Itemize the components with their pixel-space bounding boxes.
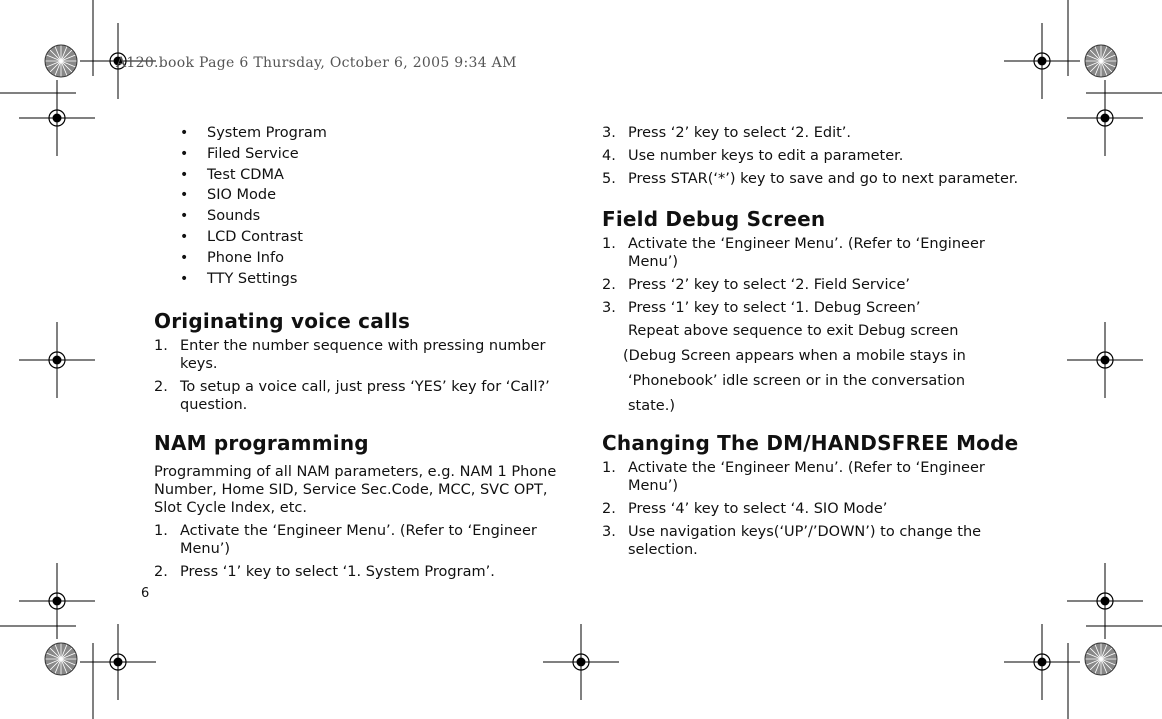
- step-text: Use navigation keys(‘UP’/’DOWN’) to change the selection.: [628, 524, 982, 558]
- step-item: [602, 124, 1022, 142]
- step-item: [602, 459, 1022, 495]
- debug-note: state.): [628, 398, 675, 414]
- step-text: Activate the ‘Engineer Menu’. (Refer to ‘Engineer Menu’): [628, 460, 985, 494]
- step-text: Press ‘2’ key to select ‘2. Field Service’: [628, 277, 910, 293]
- nam-steps: [154, 522, 564, 581]
- step-number: 3.: [602, 125, 616, 141]
- step-number: 5.: [602, 171, 616, 187]
- step-number: 2.: [154, 379, 168, 396]
- step-text: Use number keys to edit a parameter.: [628, 148, 904, 164]
- section-title-voice-calls: Originating voice calls: [154, 309, 411, 334]
- step-item: [154, 378, 564, 414]
- voice-steps: [154, 337, 564, 414]
- list-item: • SIO Mode: [180, 186, 564, 207]
- step-item: [154, 522, 564, 558]
- step-number: 1.: [602, 236, 616, 252]
- nam-steps-continued: [602, 124, 1022, 188]
- list-item: • Test CDMA: [180, 166, 564, 187]
- list-item: • System Program: [180, 124, 564, 145]
- step-item: [602, 500, 1022, 518]
- step-text: Press ‘4’ key to select ‘4. SIO Mode’: [628, 501, 888, 517]
- step-item: [154, 563, 564, 581]
- debug-note: Repeat above sequence to exit Debug screen: [628, 323, 959, 339]
- step-number: 1.: [602, 460, 616, 476]
- debug-note: ‘Phonebook’ idle screen or in the conversation: [628, 373, 966, 389]
- step-item: [602, 276, 1022, 294]
- step-text: Press ‘2’ key to select ‘2. Edit’.: [628, 125, 852, 141]
- step-text: Activate the ‘Engineer Menu’. (Refer to ‘Engineer Menu’): [628, 236, 985, 270]
- step-item: [602, 299, 1022, 317]
- step-item: [602, 523, 1022, 559]
- step-text: Press ‘1’ key to select ‘1. Debug Screen’: [628, 300, 921, 316]
- list-item: • Filed Service: [180, 145, 564, 166]
- step-text: Press STAR(‘*’) key to save and go to next parameter.: [628, 171, 1019, 187]
- section-title-dm-handsfree: Changing The DM/HANDSFREE Mode: [602, 431, 1019, 455]
- step-text: Press ‘1’ key to select ‘1. System Program’.: [180, 564, 495, 581]
- step-item: [602, 170, 1022, 188]
- right-column: [602, 124, 1022, 564]
- debug-note: (Debug Screen appears when a mobile stays in: [623, 348, 966, 364]
- list-item: • Phone Info: [180, 249, 564, 270]
- step-number: 1.: [154, 523, 168, 540]
- list-item: • LCD Contrast: [180, 228, 564, 249]
- step-text: Activate the ‘Engineer Menu’. (Refer to ‘Engineer Menu’): [180, 523, 537, 558]
- step-item: [602, 147, 1022, 165]
- mode-steps: [602, 459, 1022, 559]
- step-text: To setup a voice call, just press ‘YES’ key for ‘Call?’ question.: [180, 379, 550, 414]
- engineer-menu-list: [154, 124, 564, 290]
- list-item: • TTY Settings: [180, 270, 564, 291]
- list-item: • Sounds: [180, 207, 564, 228]
- step-text: Enter the number sequence with pressing number keys.: [180, 338, 546, 373]
- nam-intro: Programming of all NAM parameters, e.g. NAM 1 Phone Number, Home SID, Service Sec.Code, MCC, SVC OPT, Slot Cycle Index, etc.: [154, 464, 557, 517]
- print-header: A120.book Page 6 Thursday, October 6, 2005 9:34 AM: [116, 55, 517, 71]
- debug-steps: [602, 235, 1022, 317]
- step-number: 2.: [154, 564, 168, 581]
- step-number: 3.: [602, 300, 616, 316]
- section-title-field-debug: Field Debug Screen: [602, 207, 826, 231]
- step-number: 3.: [602, 524, 616, 540]
- page-number: 6: [141, 586, 150, 601]
- step-number: 2.: [602, 501, 616, 517]
- section-title-nam: NAM programming: [154, 431, 369, 456]
- step-item: [154, 337, 564, 373]
- step-number: 2.: [602, 277, 616, 293]
- step-item: [602, 235, 1022, 271]
- left-column: [154, 124, 564, 586]
- step-number: 4.: [602, 148, 616, 164]
- step-number: 1.: [154, 338, 168, 355]
